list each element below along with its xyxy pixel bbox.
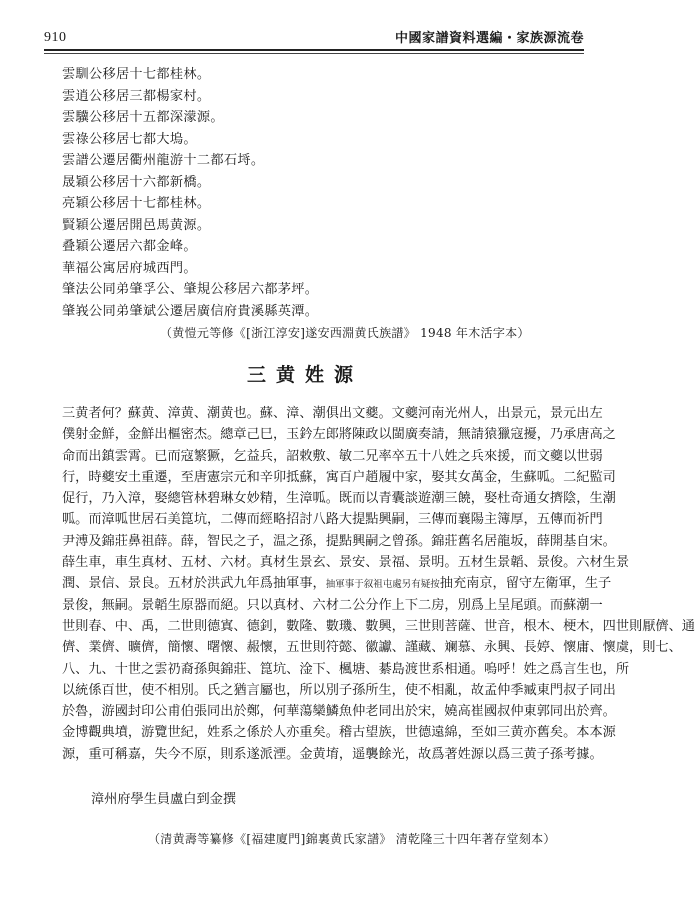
migration-entry: 晟穎公移居十六都新橋。: [62, 174, 211, 190]
body-line: [62, 573, 612, 594]
body-line: [62, 488, 616, 509]
body-line-text: 潤、景信、景良。五材於洪武九年爲抽軍事，: [62, 576, 326, 592]
running-title: 中國家譜資料選編・家族源流卷: [394, 31, 584, 46]
body-line: [62, 701, 616, 722]
section-title: 三黄姓源: [246, 364, 363, 386]
header-rule: [44, 49, 584, 51]
migration-entry: 雲馴公移居十七都桂林。: [62, 67, 211, 82]
migration-entry: 賢穎公遷居開邑馬黄源。: [62, 217, 211, 233]
author-line: 漳州府學生員盧白到金撰: [91, 792, 237, 807]
migration-entry: 叠穎公遷居六都金峰。: [62, 239, 197, 254]
body-line: [62, 467, 616, 488]
source-citation: （黄愷元等修《[浙江淳安]遂安西淵黄氏族譜》 1948 年木活字本）: [160, 326, 530, 340]
body-line: [62, 446, 603, 467]
header-rule-thin: [44, 53, 584, 54]
body-line: [62, 637, 682, 658]
body-line-text: 行，時夔安土重遷，至唐憲宗元和辛卯抵蘇，寓百户趙履中家，娶其女萬金，生蘇呱。二紀監司: [62, 469, 616, 485]
migration-entry: 亮穎公移居十七都桂林。: [62, 196, 211, 211]
body-line-text: 尹溥及錦莊鼻祖薛。薛，智民之子，温之孫，提點興嗣之曾孫。錦莊舊名居龍坂，薛開基自宋。: [62, 533, 616, 549]
body-line-text: 薛生車，車生真材、五材、六材。真材生景玄、景安、景福、景明。五材生景韜、景俊。六材生景: [62, 555, 630, 571]
body-line: [62, 552, 630, 573]
body-line-text: 於魯，游國封印公甫伯張同出於鄭，何華蕩欒鱗魚仲老同出於宋，嬈高崔國叔仲東郭同出於齊。: [62, 704, 616, 720]
body-line-text: 源，重可稱嘉，失今不原，則系遂派湮。金黄堉，遥襲餘光，故爲著姓源以爲三黄子孫考據。: [62, 746, 603, 762]
body-line: [62, 659, 630, 680]
migration-entry: 雲祿公移居七都大塢。: [62, 131, 197, 147]
body-line-text: 僕射金鮮，金鮮出樞密杰。總章己巳，玉鈐左郎將陳政以閩廣奏請，無請猿獵寇擾，乃承唐高之: [62, 427, 616, 443]
body-line: [62, 531, 616, 552]
body-line-text: 抽充南京，留守左衛軍，生子: [439, 576, 612, 592]
migration-entry: 雲逍公移居三都楊家村。: [62, 88, 211, 104]
page-header: [44, 18, 584, 46]
body-line-text: 促行，乃入漳，娶總管林碧琳女妙精，生漳呱。既而以青囊談遊潮三饒，娶杜奇通女擠陰，生潮: [62, 491, 616, 507]
migration-entry: 華福公寓居府城西門。: [62, 260, 197, 276]
body-line: [62, 424, 616, 445]
body-line-text: 命而出鎮雲霄。已而寇繁獗，乞益兵，詔敕敷、敏二兄率卒五十八姓之兵來援，而文夔以世弱: [62, 448, 603, 464]
body-line: [62, 722, 616, 743]
body-line: [62, 403, 603, 424]
body-line-text: 金博觀典墳，游覽世紀，姓系之係於人亦重矣。稽古望族，世德遠綿，至如三黄亦舊矣。本本源: [62, 725, 616, 741]
body-text: [62, 403, 695, 765]
migration-entry: 雲驥公移居十五都深濛源。: [62, 110, 224, 125]
body-line: [62, 616, 695, 637]
body-line-text: 呱。而漳呱世居石美箟坑，二傳而經略招討八路大提點興嗣，三傳而襄陽主簿厚，五傳而祈門: [62, 512, 603, 528]
source-citation: （清黄壽等纂修《[福建廈門]錦裏黄氏家譜》 清乾隆三十四年著存堂刻本）: [148, 832, 556, 846]
migration-entry: 肇峩公同弟肇斌公遷居廣信府貴溪縣英潭。: [62, 303, 319, 319]
migration-list: [62, 64, 562, 322]
body-line-text: 以統係百世，使不相別。氏之猶言屬也，所以別子孫所生，使不相亂，故孟仲季臧東門叔子同出: [62, 682, 616, 698]
body-line: [62, 595, 603, 616]
body-line-text: 三黄者何？蘇黄、漳黄、潮黄也。蘇、漳、潮俱出文夔。文夔河南光州人，出景元，景元出左: [62, 406, 603, 421]
migration-entry: 雲譜公遷居衢州龍游十二都石埓。: [62, 153, 265, 168]
body-line-text: 景俊，無嗣。景韜生原器而絕。只以真材、六材二公分作上下二房，別爲上呈尾頭。而蘇潮一: [62, 597, 603, 613]
body-line: [62, 509, 603, 530]
body-line-text: 儕、業儕、曠儕，簡懷、曙懷、赧懷，五世則符懿、徽讞、謹藏、斓慕、永興、長婷、懷庸、懷虞，則七、: [62, 640, 682, 656]
body-line-text: 八、九、十世之雲礽裔孫與錦莊、箟坑、淦下、楓塘、綦島渡世系相通。嗚呼！姓之爲言生也，所: [62, 661, 630, 677]
migration-entry: 肇法公同弟肇孚公、肇規公移居六都茅坪。: [62, 282, 319, 297]
page-number: 910: [44, 30, 67, 45]
body-line: [62, 680, 616, 701]
body-line: [62, 744, 603, 765]
body-line-text: 世則春、中、禹，二世則德寘、德釗，數隆、數璣、數興，三世則菩薩、世音，根木、梗木，四世則厭儕、通: [62, 618, 695, 634]
inline-note: 抽軍事于叙祖屯處另有疑按: [325, 579, 440, 591]
